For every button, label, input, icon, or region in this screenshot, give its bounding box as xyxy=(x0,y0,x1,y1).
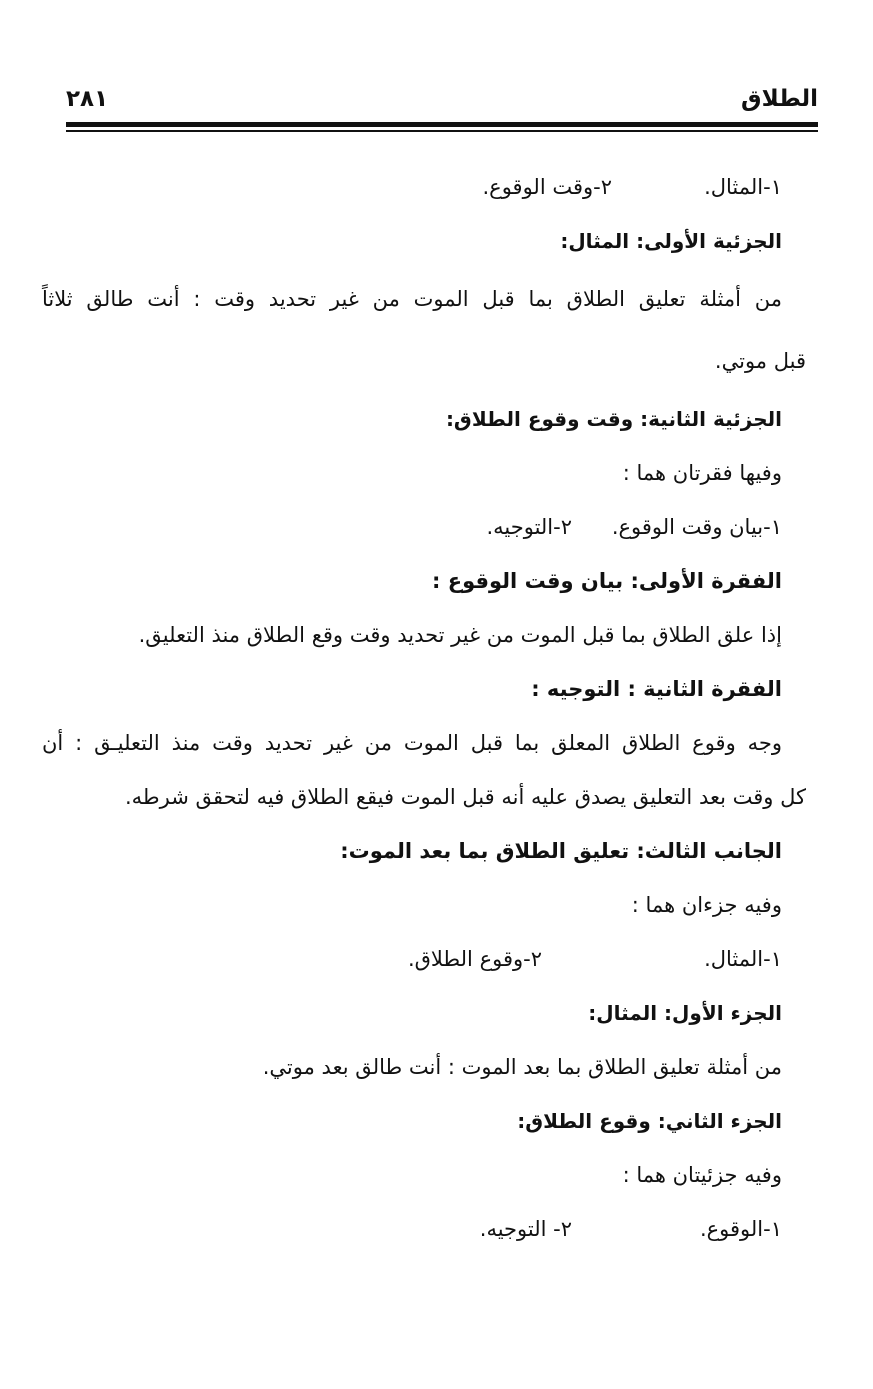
body-text xyxy=(42,160,806,1256)
list-item: ٢-وقت الوقوع. xyxy=(482,175,612,199)
paragraph-line: وفيه جزءان هما : xyxy=(631,893,782,917)
header-rule-thin xyxy=(66,130,818,132)
list-row xyxy=(66,160,782,214)
page-number: ٢٨١ xyxy=(66,86,109,112)
paragraph-line: وفيها فقرتان هما : xyxy=(622,461,782,485)
list-item: ١-المثال. xyxy=(704,175,782,199)
section-heading: الفقرة الثانية : التوجيه : xyxy=(531,677,782,701)
section-heading: الجزء الثاني: وقوع الطلاق: xyxy=(517,1109,782,1133)
paragraph-line xyxy=(66,330,806,392)
paragraph-line: وجه وقوع الطلاق المعلق بما قبل الموت من غير تحديد وقت منذ التعليـق : أن xyxy=(42,731,782,755)
list-row xyxy=(66,500,782,554)
list-item: ٢- التوجيه. xyxy=(479,1217,572,1241)
paragraph-line xyxy=(66,770,806,824)
list-item: ١-بيان وقت الوقوع. xyxy=(611,515,782,539)
list-item: ١-المثال. xyxy=(704,947,782,971)
header-rule-thick xyxy=(66,122,818,127)
paragraph-line: وفيه جزئيتان هما : xyxy=(622,1163,782,1187)
section-heading: الجانب الثالث: تعليق الطلاق بما بعد الموت: xyxy=(340,839,782,863)
list-row xyxy=(66,1202,782,1256)
section-heading: الجزئية الأولى: المثال: xyxy=(560,229,782,253)
paragraph-text: كل وقت بعد التعليق يصدق عليه أنه قبل الموت فيقع الطلاق فيه لتحقق شرطه. xyxy=(125,785,806,809)
paragraph-line: من أمثلة تعليق الطلاق بما قبل الموت من غير تحديد وقت : أنت طالق ثلاثاً xyxy=(42,287,782,311)
running-title: الطلاق xyxy=(741,86,818,112)
section-heading: الجزئية الثانية: وقت وقوع الطلاق: xyxy=(445,407,782,431)
list-item: ٢-التوجيه. xyxy=(486,515,572,539)
section-heading: الفقرة الأولى: بيان وقت الوقوع : xyxy=(432,569,782,593)
list-row xyxy=(66,932,782,986)
page-header xyxy=(66,86,818,126)
section-heading: الجزء الأول: المثال: xyxy=(588,1001,782,1025)
paragraph-text: قبل موتي. xyxy=(714,349,806,373)
paragraph-line: من أمثلة تعليق الطلاق بما بعد الموت : أنت طالق بعد موتي. xyxy=(262,1055,782,1079)
paragraph-line: إذا علق الطلاق بما قبل الموت من غير تحديد وقت وقع الطلاق منذ التعليق. xyxy=(138,623,782,647)
list-item: ١-الوقوع. xyxy=(699,1217,782,1241)
list-item: ٢-وقوع الطلاق. xyxy=(407,947,542,971)
